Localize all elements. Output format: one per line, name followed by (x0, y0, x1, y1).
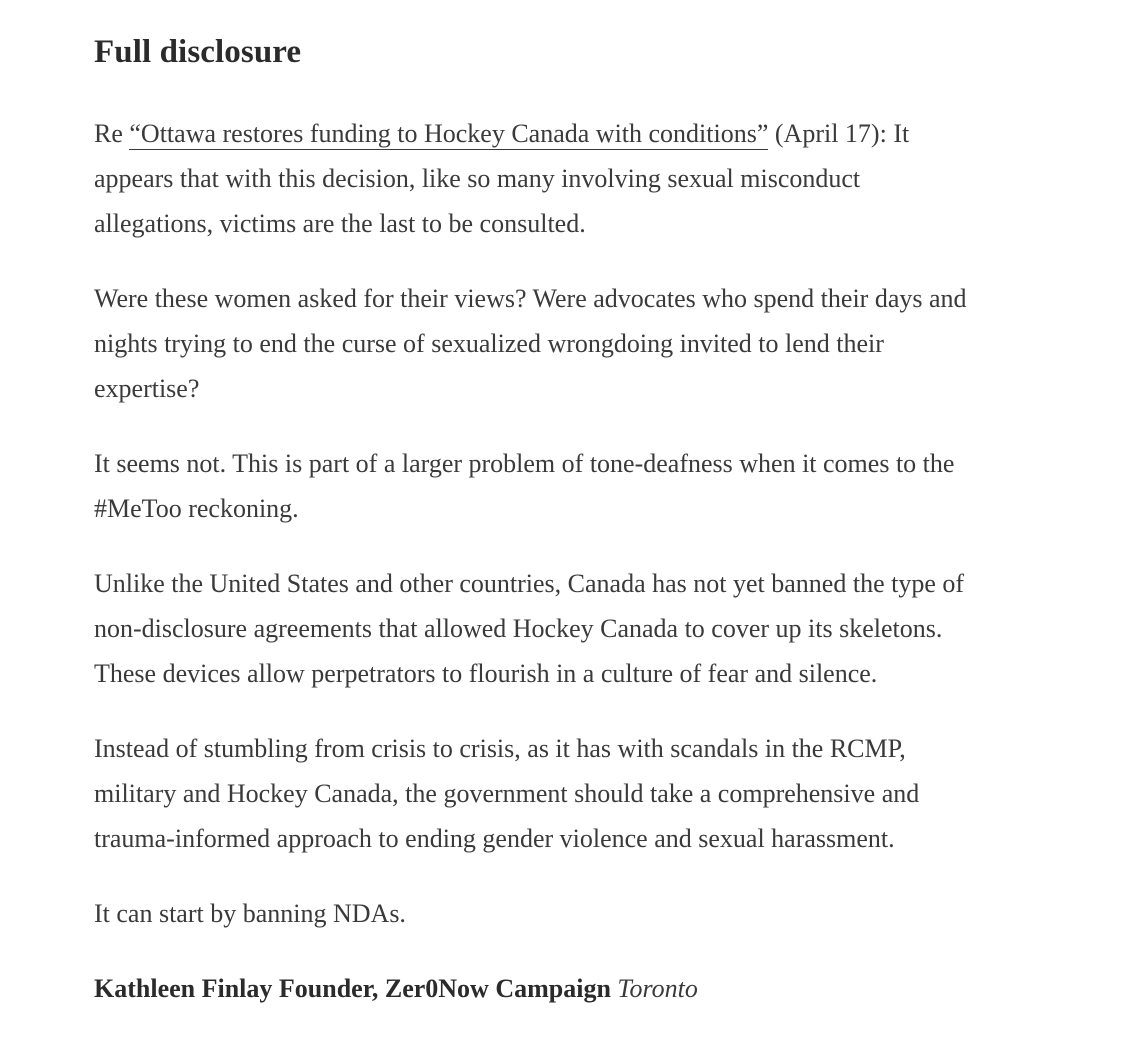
signature-city: Toronto (617, 974, 698, 1003)
letter-paragraph-5 (94, 726, 1130, 861)
signature-name: Kathleen Finlay Founder, Zer0Now Campaign (94, 974, 611, 1003)
letter-paragraph-3 (94, 441, 1130, 531)
reference-date: (April 17): It (768, 119, 910, 148)
letter-signature (94, 966, 1130, 1011)
letter-paragraph-1 (94, 111, 1130, 246)
letter-paragraph-6 (94, 891, 1130, 936)
paragraph-line: It can start by banning NDAs. (94, 899, 406, 928)
paragraph-line (94, 111, 1130, 156)
referenced-article-link[interactable]: “Ottawa restores funding to Hockey Canada with conditions” (129, 119, 769, 148)
paragraph-line: appears that with this decision, like so many involving sexual misconduct (94, 164, 861, 193)
paragraph-line: Were these women asked for their views? Were advocates who spend their days and (94, 284, 967, 313)
reference-prefix: Re (94, 119, 130, 148)
paragraph-line: These devices allow perpetrators to flourish in a culture of fear and silence. (94, 659, 878, 688)
paragraph-line: military and Hockey Canada, the government should take a comprehensive and (94, 779, 920, 808)
paragraph-line: Instead of stumbling from crisis to crisis, as it has with scandals in the RCMP, (94, 734, 906, 763)
paragraph-line: expertise? (94, 374, 200, 403)
letter-paragraph-2 (94, 276, 1130, 411)
paragraph-line: non-disclosure agreements that allowed Hockey Canada to cover up its skeletons. (94, 614, 943, 643)
paragraph-line: nights trying to end the curse of sexualized wrongdoing invited to lend their (94, 329, 884, 358)
letter-paragraph-4 (94, 561, 1130, 696)
paragraph-line: #MeToo reckoning. (94, 494, 299, 523)
paragraph-line: trauma-informed approach to ending gender violence and sexual harassment. (94, 824, 895, 853)
letter-article (94, 30, 1130, 1011)
paragraph-line: allegations, victims are the last to be consulted. (94, 209, 586, 238)
paragraph-line: Unlike the United States and other countries, Canada has not yet banned the type of (94, 569, 965, 598)
letter-heading: Full disclosure (94, 34, 302, 70)
paragraph-line: It seems not. This is part of a larger problem of tone-deafness when it comes to the (94, 449, 955, 478)
